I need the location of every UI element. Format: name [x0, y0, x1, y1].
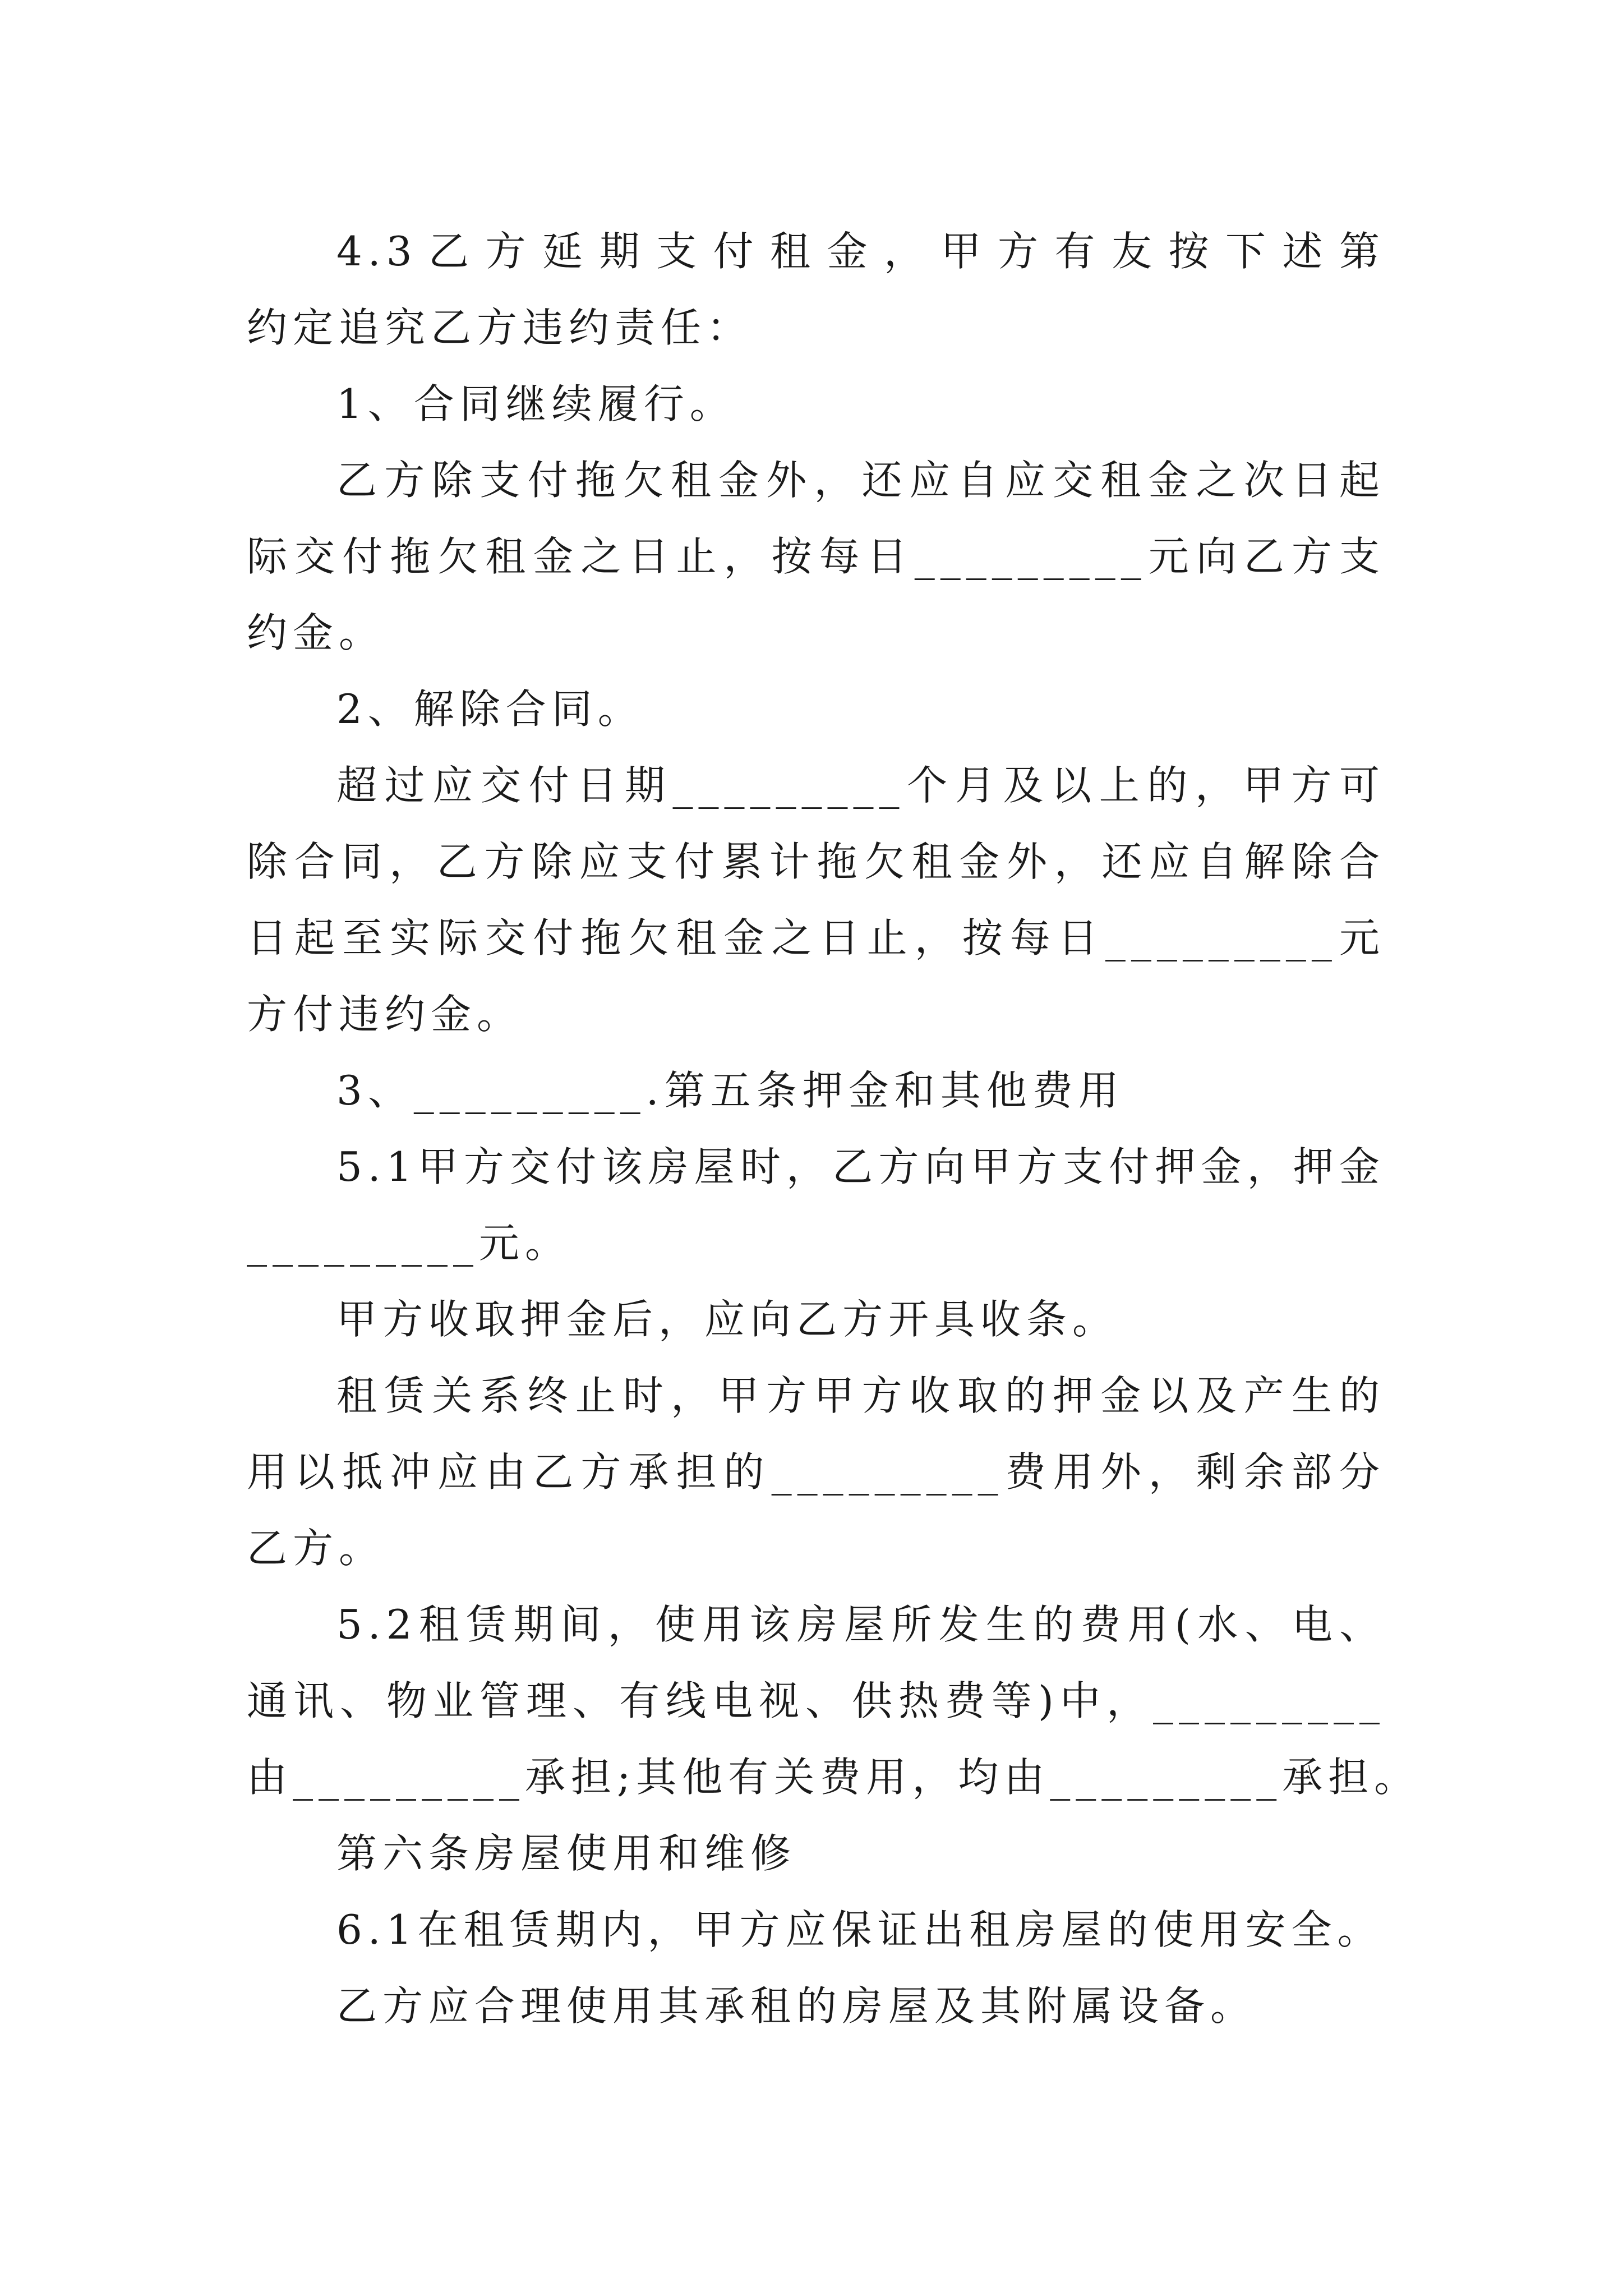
text-line-5-1: 5.1甲方交付该房屋时，乙方向甲方支付押金，押金 — [336, 1143, 1385, 1190]
article-6-heading: 第六条房屋使用和维修 — [336, 1830, 797, 1877]
document-body — [247, 213, 1421, 2044]
text-line-termination-a: 租赁关系终止时，甲方甲方收取的押金以及产生的 — [336, 1372, 1385, 1419]
text-line-option-3-article-5: 3、_________.第五条押金和其他费用 — [336, 1067, 1124, 1114]
text-line-option-1: 1、合同继续履行。 — [336, 380, 736, 427]
text-line-option-1-detail-b: 际交付拖欠租金之日止，按每日_________元向乙方支 — [247, 533, 1385, 580]
text-line-option-2: 2、解除合同。 — [336, 685, 644, 733]
text-line-breach-liability: 约定追究乙方违约责任： — [247, 304, 753, 351]
text-line-receipt: 甲方收取押金后，应向乙方开具收条。 — [336, 1296, 1119, 1343]
text-line-option-2-detail-a: 超过应交付日期_________个月及以上的，甲方可 — [336, 762, 1385, 809]
text-line-5-2-detail-a: 通讯、物业管理、有线电视、供热费等)中，_________ — [247, 1677, 1385, 1724]
text-line-5-2-detail-b: 由_________承担;其他有关费用，均由_________承担。 — [247, 1754, 1421, 1801]
text-line-6-1: 6.1在租赁期内，甲方应保证出租房屋的使用安全。 — [336, 1906, 1384, 1953]
text-line-4-3: 4.3乙方延期支付租金，甲方有友按下述第 — [336, 228, 1385, 275]
text-line-option-2-detail-c: 日起至实际交付拖欠租金之日止，按每日_________元 — [247, 914, 1385, 961]
text-line-option-2-detail-d: 方付违约金。 — [247, 991, 523, 1038]
text-line-5-2: 5.2租赁期间，使用该房屋所发生的费用(水、电、 — [336, 1601, 1385, 1648]
text-line-6-1-detail: 乙方应合理使用其承租的房屋及其附属设备。 — [336, 1982, 1257, 2030]
text-line-option-2-detail-b: 除合同，乙方除应支付累计拖欠租金外，还应自解除合 — [247, 838, 1385, 885]
text-line-option-1-detail-a: 乙方除支付拖欠租金外，还应自应交租金之次日起 — [336, 457, 1385, 504]
text-line-5-1-amount: _________元。 — [247, 1220, 571, 1267]
text-line-termination-b: 用以抵冲应由乙方承担的_________费用外，剩余部分 — [247, 1448, 1385, 1496]
text-line-termination-c: 乙方。 — [247, 1525, 385, 1572]
text-line-option-1-detail-c: 约金。 — [247, 609, 385, 656]
